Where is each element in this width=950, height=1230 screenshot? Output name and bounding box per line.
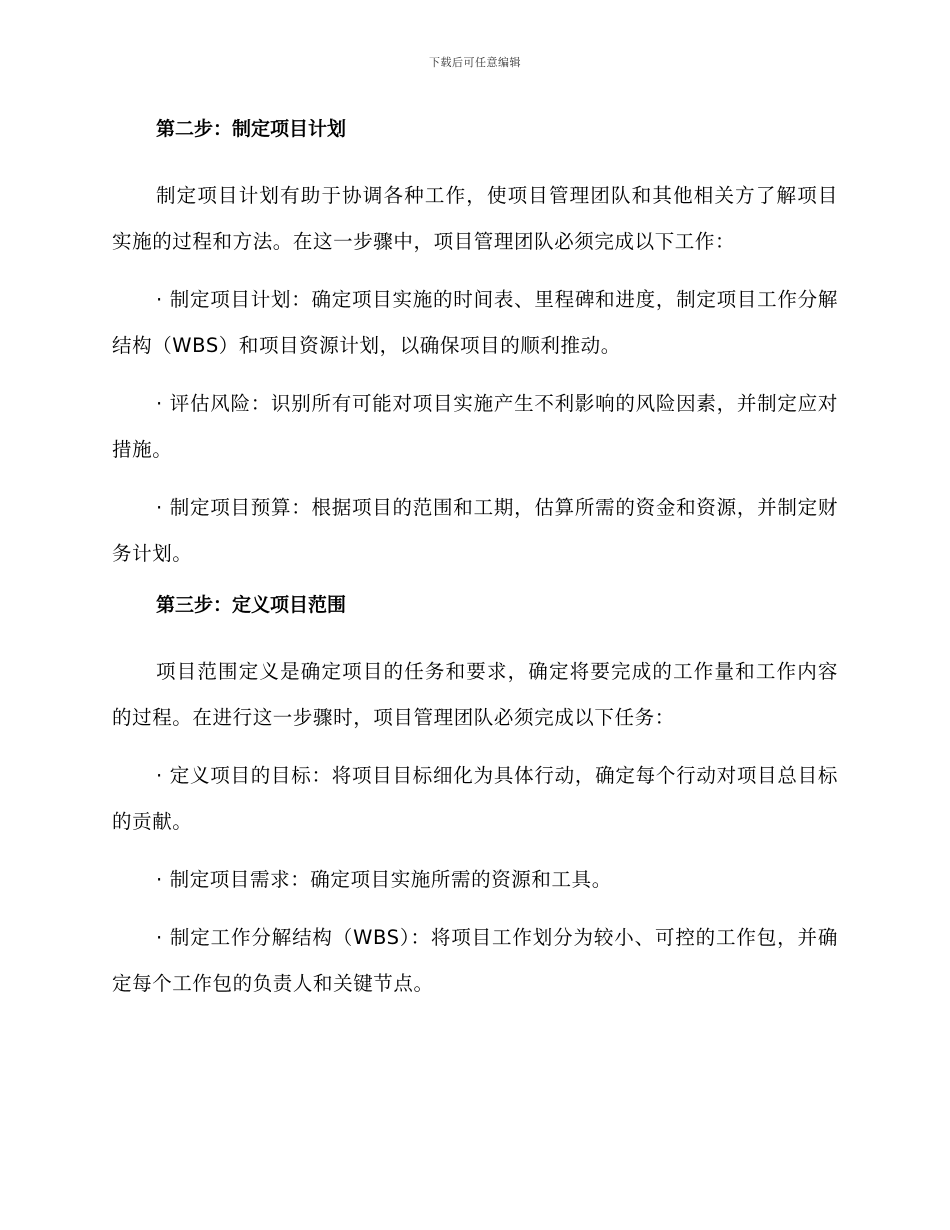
paragraph-intro-step-two: 制定项目计划有助于协调各种工作，使项目管理团队和其他相关方了解项目实施的过程和方法。在这一步骤中，项目管理团队必须完成以下工作： [112, 184, 838, 253]
document-body [112, 113, 838, 1019]
bullet-item-plan: · 制定项目计划：确定项目实施的时间表、里程碑和进度，制定项目工作分解结构（WBS）和项目资源计划，以确保项目的顺利推动。 [112, 288, 838, 357]
header-note: 下载后可任意编辑 [429, 56, 521, 69]
section-heading-step-two: 第二步：制定项目计划 [156, 118, 347, 140]
bullet-item-goals: · 定义项目的目标：将项目目标细化为具体行动，确定每个行动对项目总目标的贡献。 [112, 764, 838, 833]
section-heading-step-three: 第三步：定义项目范围 [156, 594, 347, 616]
bullet-item-requirements: · 制定项目需求：确定项目实施所需的资源和工具。 [156, 868, 612, 891]
bullet-item-budget: · 制定项目预算：根据项目的范围和工期，估算所需的资金和资源，并制定财务计划。 [112, 496, 838, 565]
paragraph-intro-step-three: 项目范围定义是确定项目的任务和要求，确定将要完成的工作量和工作内容的过程。在进行这一步骤时，项目管理团队必须完成以下任务： [112, 660, 838, 729]
bullet-item-wbs: · 制定工作分解结构（WBS）：将项目工作划分为较小、可控的工作包，并确定每个工作包的负责人和关键节点。 [112, 926, 838, 995]
bullet-item-risk: · 评估风险：识别所有可能对项目实施产生不利影响的风险因素，并制定应对措施。 [112, 392, 838, 461]
